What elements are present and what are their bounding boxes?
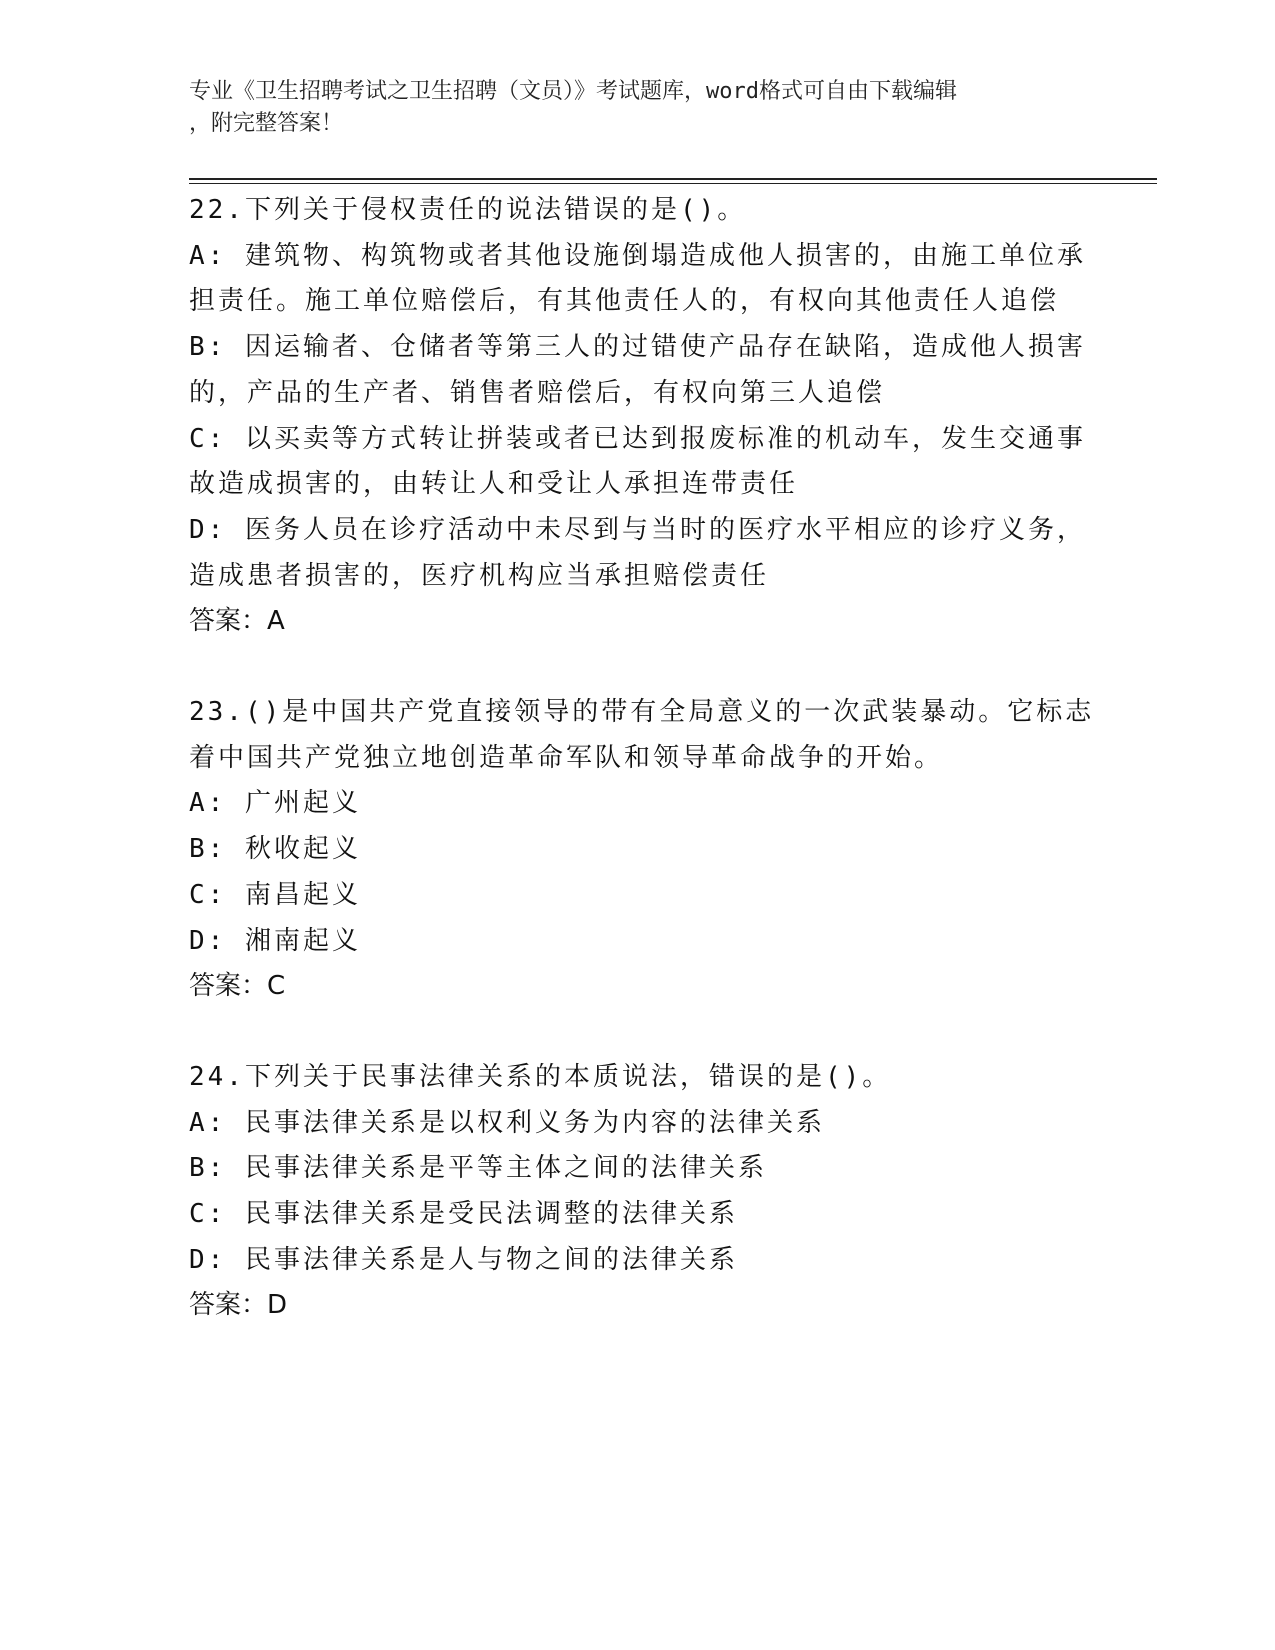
option-a-line-1: A: 建筑物、构筑物或者其他设施倒塌造成他人损害的，由施工单位承	[189, 240, 1086, 271]
option-a-line-2: 担责任。施工单位赔偿后，有其他责任人的，有权向其他责任人追偿	[189, 286, 1060, 317]
option-d-line-1: D: 医务人员在诊疗活动中未尽到与当时的医疗水平相应的诊疗义务，	[189, 514, 1086, 545]
option-a: A: 民事法律关系是以权利义务为内容的法律关系	[189, 1107, 825, 1138]
header-rule-thin	[189, 183, 1157, 184]
option-d-line-2: 造成患者损害的，医疗机构应当承担赔偿责任	[189, 560, 770, 591]
option-d: D: 民事法律关系是人与物之间的法律关系	[189, 1244, 738, 1275]
option-c-line-1: C: 以买卖等方式转让拼装或者已达到报废标准的机动车，发生交通事	[189, 423, 1086, 454]
answer: 答案：A	[189, 606, 285, 637]
header-line-2: ，附完整答案！	[189, 111, 344, 136]
option-a: A: 广州起义	[189, 788, 361, 819]
question-stem-line-2: 着中国共产党独立地创造革命军队和领导革命战争的开始。	[189, 742, 944, 773]
question-stem: 22.下列关于侵权责任的说法错误的是()。	[189, 195, 747, 225]
answer: 答案：C	[189, 971, 286, 1002]
question-list	[189, 188, 1095, 1329]
document-header	[189, 76, 1069, 140]
option-b-line-2: 的，产品的生产者、销售者赔偿后，有权向第三人追偿	[189, 377, 886, 408]
question-23	[189, 690, 1095, 1010]
option-c: C: 民事法律关系是受民法调整的法律关系	[189, 1199, 738, 1230]
question-stem: 24.下列关于民事法律关系的本质说法，错误的是()。	[189, 1061, 892, 1092]
option-b: B: 民事法律关系是平等主体之间的法律关系	[189, 1153, 767, 1184]
answer: 答案：D	[189, 1290, 288, 1321]
header-rule-thick	[189, 178, 1157, 180]
question-22	[189, 188, 1089, 645]
option-d: D: 湘南起义	[189, 925, 361, 956]
option-c-line-2: 故造成损害的，由转让人和受让人承担连带责任	[189, 469, 799, 500]
option-b: B: 秋收起义	[189, 834, 361, 865]
header-line-1: 专业《卫生招聘考试之卫生招聘（文员）》考试题库，word格式可自由下载编辑	[189, 79, 957, 104]
question-stem-line-1: 23.()是中国共产党直接领导的带有全局意义的一次武装暴动。它标志	[189, 697, 1095, 728]
question-24	[189, 1055, 1089, 1329]
option-b-line-1: B: 因运输者、仓储者等第三人的过错使产品存在缺陷，造成他人损害	[189, 332, 1086, 363]
option-c: C: 南昌起义	[189, 879, 361, 910]
